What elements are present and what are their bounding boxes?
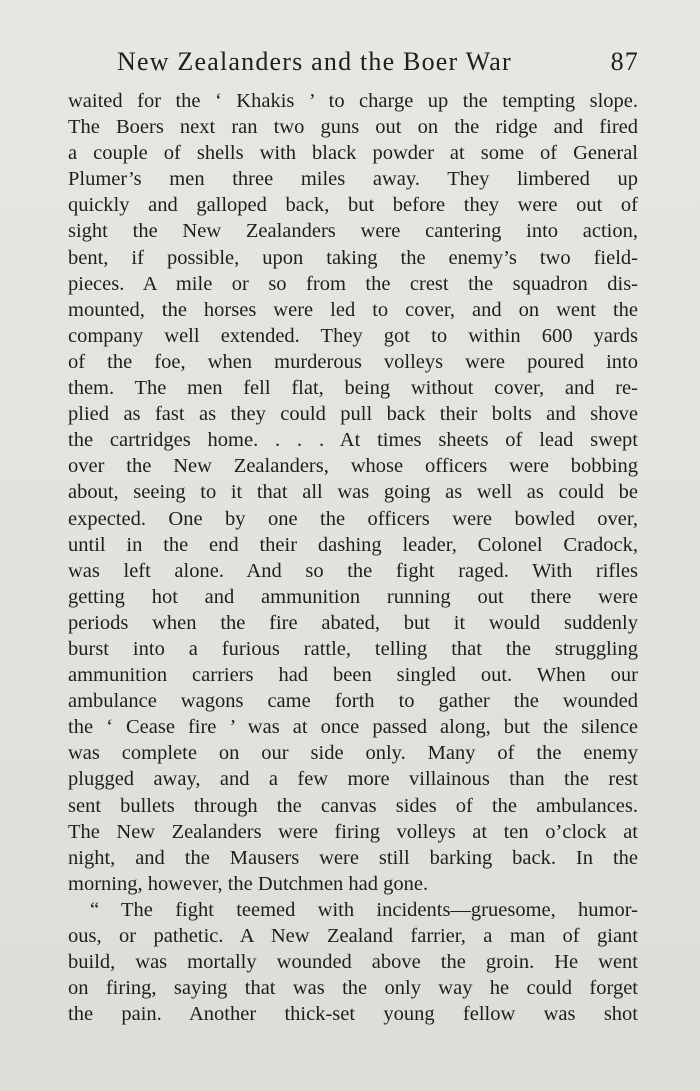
text-line: them. The men fell flat, being without cover, and re- <box>68 377 638 400</box>
text-line: pieces. A mile or so from the crest the squadron dis- <box>68 272 638 295</box>
text-line: ammunition carriers had been singled out. When our <box>68 664 638 687</box>
text-line: a couple of shells with black powder at some of General <box>68 142 638 165</box>
text-line: burst into a furious rattle, telling that the struggling <box>68 637 638 660</box>
text-line: “ The fight teemed with incidents—gruesome, humor- <box>90 898 638 921</box>
text-line: about, seeing to it that all was going as well as could be <box>68 481 638 504</box>
text-line: expected. One by one the officers were bowled over, <box>68 507 638 530</box>
text-line: The New Zealanders were firing volleys at ten o’clock at <box>68 820 638 843</box>
text-line: over the New Zealanders, whose officers were bobbing <box>68 455 638 478</box>
text-line: morning, however, the Dutchmen had gone. <box>68 872 429 895</box>
text-line: the ‘ Cease fire ’ was at once passed along, but the silence <box>68 716 638 739</box>
text-line: The Boers next ran two guns out on the ridge and fired <box>68 116 638 139</box>
text-line: sight the New Zealanders were cantering into action, <box>68 220 638 243</box>
text-line: on firing, saying that was the only way he could forget <box>68 977 638 1000</box>
text-line: the cartridges home. . . . At times sheets of lead swept <box>68 429 638 452</box>
text-line: quickly and galloped back, but before they were out of <box>68 194 638 217</box>
text-line: ous, or pathetic. A New Zealand farrier, a man of giant <box>68 925 638 947</box>
text-line: sent bullets through the canvas sides of the ambulances. <box>68 794 638 817</box>
text-line: waited for the ‘ Khakis ’ to charge up the tempting slope. <box>68 90 638 112</box>
text-line: until in the end their dashing leader, Colonel Cradock, <box>68 533 638 556</box>
text-line: plied as fast as they could pull back their bolts and shove <box>68 403 638 426</box>
running-head-title: New Zealanders and the Boer War <box>117 47 512 76</box>
text-line: build, was mortally wounded above the groin. He went <box>68 951 638 974</box>
text-line: getting hot and ammunition running out there were <box>68 585 638 608</box>
text-line: plugged away, and a few more villainous than the rest <box>68 768 638 791</box>
text-line: company well extended. They got to within 600 yards <box>68 324 638 347</box>
running-head <box>117 44 639 80</box>
text-line: was complete on our side only. Many of the enemy <box>68 742 638 765</box>
text-line: periods when the fire abated, but it would suddenly <box>68 611 638 634</box>
body-text <box>68 88 638 1027</box>
text-line: was left alone. And so the fight raged. With rifles <box>68 559 638 582</box>
text-line: Plumer’s men three miles away. They limbered up <box>68 168 638 191</box>
text-line: bent, if possible, upon taking the enemy’s two field- <box>68 246 638 269</box>
text-line: the pain. Another thick-set young fellow was shot <box>68 1003 638 1026</box>
text-line: of the foe, when murderous volleys were poured into <box>68 350 638 373</box>
text-line: ambulance wagons came forth to gather the wounded <box>68 690 638 713</box>
text-line: night, and the Mausers were still barking back. In the <box>68 846 638 869</box>
text-line: mounted, the horses were led to cover, and on went the <box>68 298 638 321</box>
page-number: 87 <box>610 47 639 76</box>
